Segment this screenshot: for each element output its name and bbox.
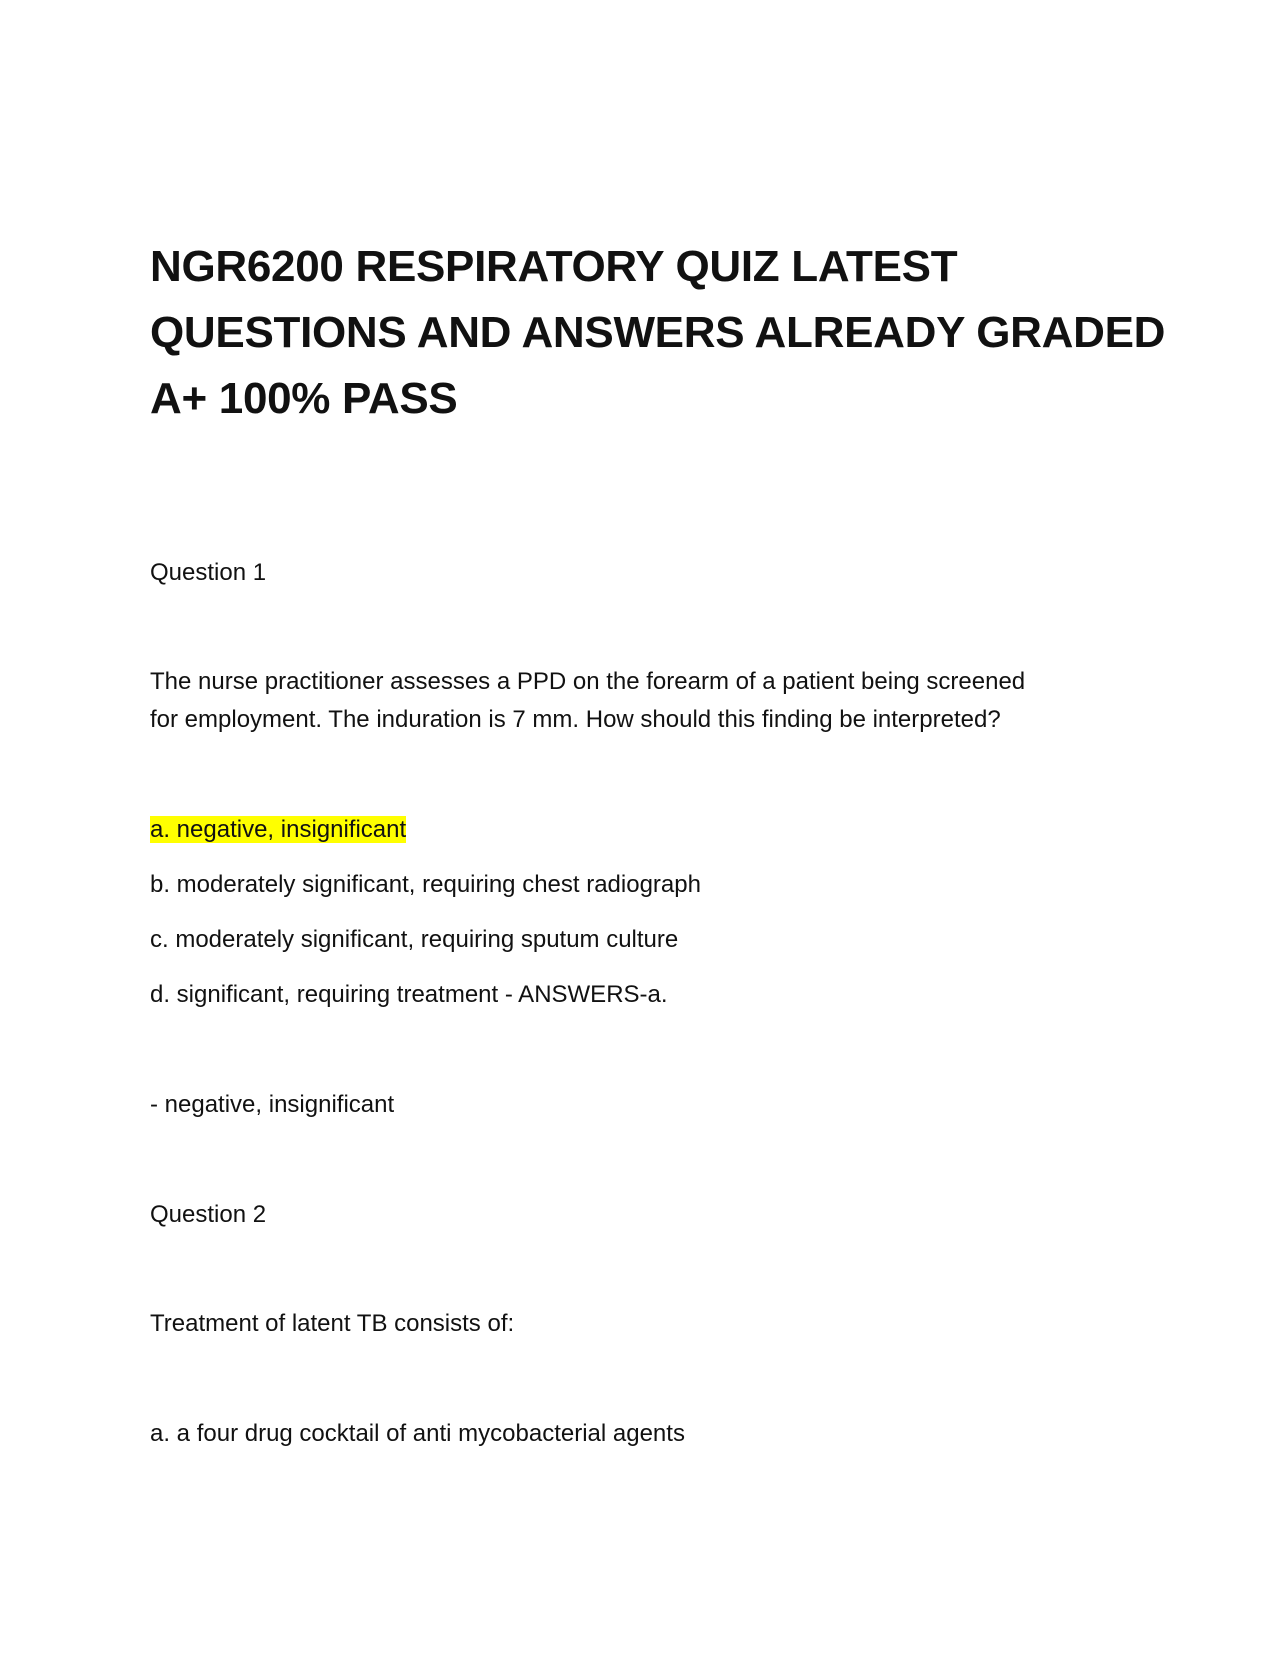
- document-title: [150, 234, 1166, 432]
- question-1-text-line-1: The nurse practitioner assesses a PPD on the forearm of a patient being screened: [150, 668, 1026, 695]
- question-1-label: Question 1: [150, 559, 267, 586]
- question-1-option-d: d. significant, requiring treatment - ANSWERS-a.: [150, 981, 668, 1008]
- question-1-answer-detail: - negative, insignificant: [150, 1091, 395, 1118]
- title-line-2: QUESTIONS AND ANSWERS ALREADY GRADED: [150, 308, 1166, 357]
- highlighted-correct-answer: a. negative, insignificant: [150, 816, 407, 843]
- question-2-label: Question 2: [150, 1201, 267, 1228]
- question-1-option-b: b. moderately significant, requiring chest radiograph: [150, 871, 701, 898]
- question-1-option-c: c. moderately significant, requiring sputum culture: [150, 926, 679, 953]
- title-line-3: A+ 100% PASS: [150, 374, 458, 423]
- title-line-1: NGR6200 RESPIRATORY QUIZ LATEST: [150, 242, 958, 291]
- question-1-option-a: [150, 812, 406, 848]
- question-2-text: Treatment of latent TB consists of:: [150, 1310, 515, 1337]
- question-2-option-a: a. a four drug cocktail of anti mycobacterial agents: [150, 1420, 685, 1447]
- question-1-text-line-2: for employment. The induration is 7 mm. How should this finding be interpreted?: [150, 706, 1001, 733]
